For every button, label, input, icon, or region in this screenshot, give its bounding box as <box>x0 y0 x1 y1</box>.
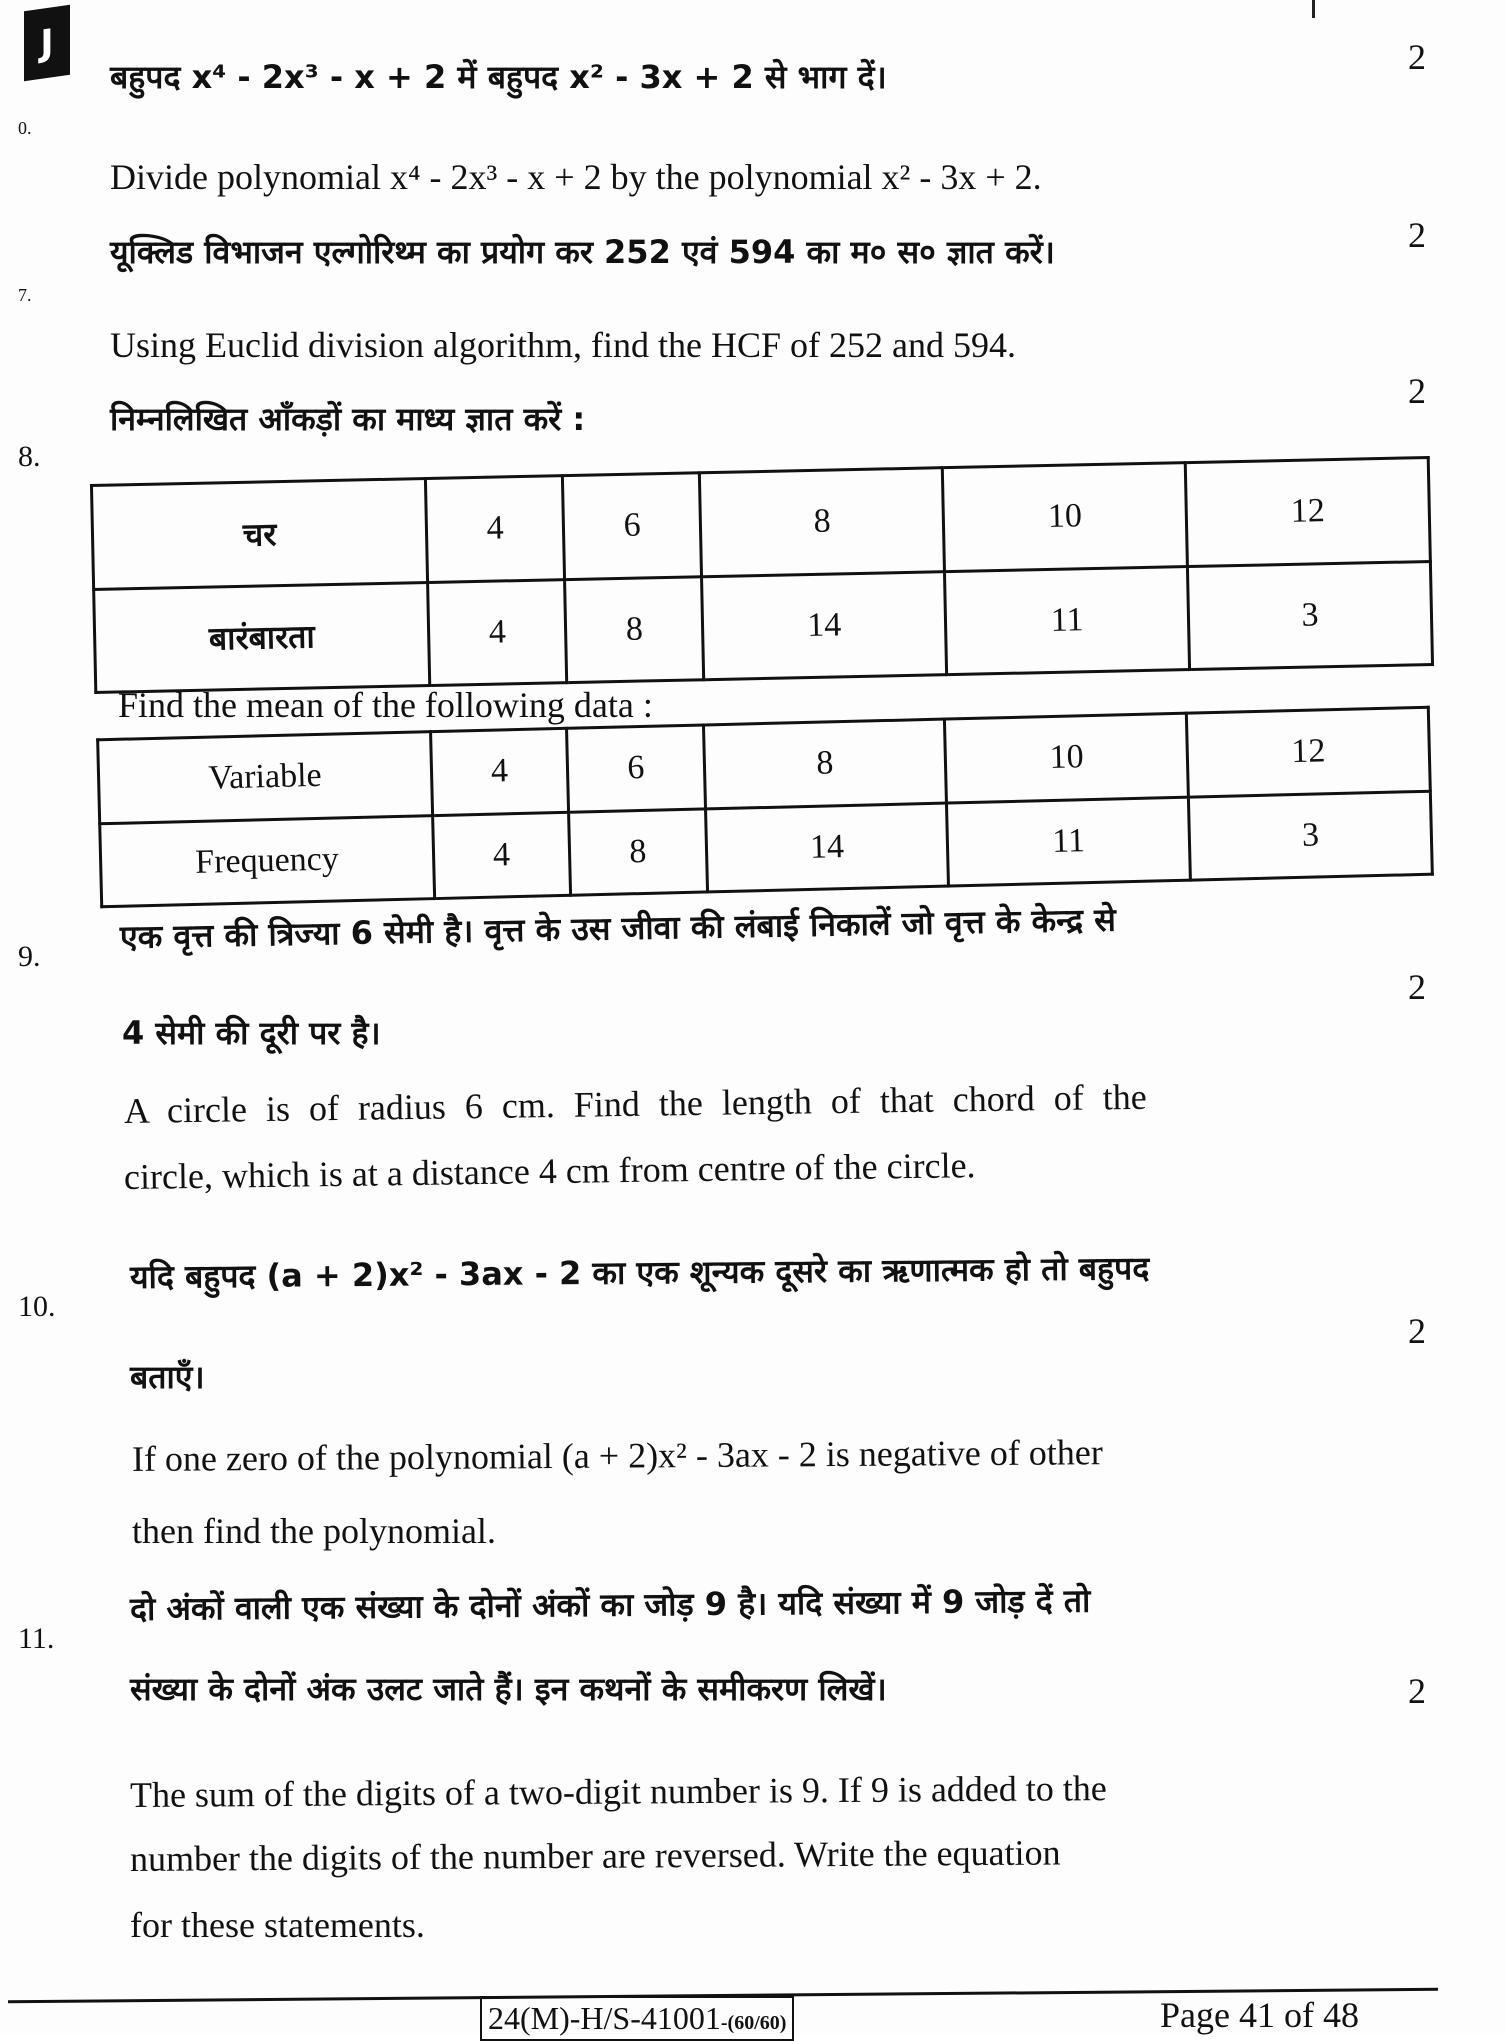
table-cell: 4 <box>430 728 568 815</box>
question-english-line: A circle is of radius 6 cm. Find the length of that chord of the <box>123 1076 1147 1131</box>
table-cell-header: बारंबारता <box>94 582 430 692</box>
question-hindi-line: निम्नलिखित आँकड़ों का माध्य ज्ञात करें : <box>110 400 586 438</box>
question-english-line: for these statements. <box>130 1905 425 1945</box>
question-number: 9. <box>18 940 41 973</box>
question-hindi-line: संख्या के दोनों अंक उलट जाते हैं। इन कथनों के समीकरण लिखें। <box>130 1670 887 1708</box>
paper-code: 24(M)-H/S-41001 <box>488 2000 721 2036</box>
paper-code-box <box>480 1996 794 2041</box>
question-number: 7. <box>18 285 32 305</box>
question-marks: 2 <box>1408 371 1426 411</box>
question-number: 8. <box>18 440 41 473</box>
table-cell-header: चर <box>91 479 427 589</box>
table-cell: 6 <box>567 725 705 812</box>
table-cell: 4 <box>432 812 570 899</box>
question-number: 0. <box>18 118 32 138</box>
question-hindi-line: 4 सेमी की दूरी पर है। <box>122 1014 381 1052</box>
table-cell: 10 <box>945 713 1189 802</box>
question-english-line: Divide polynomial x⁴ - 2x³ - x + 2 by the polynomial x² - 3x + 2. <box>110 157 1042 197</box>
question-number: 10. <box>18 1290 56 1323</box>
table-cell: 11 <box>945 566 1190 675</box>
question-hindi-line: बताएँ। <box>130 1358 205 1396</box>
top-edge-mark <box>1312 0 1315 18</box>
table-cell: 8 <box>569 808 707 895</box>
table-cell: 4 <box>426 476 565 582</box>
data-table-english <box>96 706 1434 909</box>
page-number: Page 41 of 48 <box>1160 1995 1359 2035</box>
question-marks: 2 <box>1408 1311 1426 1351</box>
table-cell: 8 <box>700 468 945 577</box>
question-english-line: Using Euclid division algorithm, find the HCF of 252 and 594. <box>110 325 1016 365</box>
table-cell: 11 <box>947 797 1191 886</box>
question-hindi-line: एक वृत्त की त्रिज्या 6 सेमी है। वृत्त के उस जीवा की लंबाई निकालें जो वृत्त के केन्द्र से <box>119 900 1117 956</box>
question-hindi-line: यदि बहुपद (a + 2)x² - 3ax - 2 का एक शून्यक दूसरे का ऋणात्मक हो तो बहुपद <box>129 1249 1150 1296</box>
table-cell: 8 <box>565 576 704 682</box>
question-marks: 2 <box>1408 967 1426 1007</box>
table-cell: 12 <box>1185 458 1430 567</box>
question-english-line: The sum of the digits of a two-digit number is 9. If 9 is added to the <box>129 1768 1107 1815</box>
question-english-line: Find the mean of the following data : <box>118 685 653 725</box>
question-hindi-line: बहुपद x⁴ - 2x³ - x + 2 में बहुपद x² - 3x + 2 से भाग दें। <box>110 58 887 96</box>
table-cell-header: Frequency <box>100 815 435 907</box>
question-english-line: circle, which is at a distance 4 cm from centre of the circle. <box>123 1145 976 1197</box>
data-table-hindi <box>90 456 1434 694</box>
question-english-line: If one zero of the polynomial (a + 2)x² - 3ax - 2 is negative of other <box>131 1432 1103 1479</box>
question-marks: 2 <box>1408 215 1426 255</box>
question-english-line: then find the polynomial. <box>132 1511 496 1551</box>
table-cell: 6 <box>563 473 702 579</box>
question-marks: 2 <box>1408 1671 1426 1711</box>
table-cell-header: Variable <box>98 732 433 824</box>
table-cell: 8 <box>703 719 947 808</box>
set-marker-badge: J <box>24 5 70 81</box>
question-english-line: number the digits of the number are reversed. Write the equation <box>129 1832 1061 1879</box>
table-cell: 4 <box>428 579 567 685</box>
table-cell: 14 <box>702 571 947 680</box>
paper-code-suffix: -(60/60) <box>720 2012 787 2034</box>
question-number: 11. <box>18 1622 55 1655</box>
table-cell: 3 <box>1189 791 1433 880</box>
question-hindi-line: यूक्लिड विभाजन एल्गोरिथ्म का प्रयोग कर 252 एवं 594 का म० स० ज्ञात करें। <box>110 233 1055 271</box>
table-cell: 12 <box>1186 707 1430 796</box>
question-hindi-line: दो अंकों वाली एक संख्या के दोनों अंकों का जोड़ 9 है। यदि संख्या में 9 जोड़ दें तो <box>129 1581 1091 1628</box>
question-marks: 2 <box>1408 37 1426 77</box>
table-cell: 14 <box>705 803 949 892</box>
table-cell: 10 <box>942 463 1187 572</box>
table-cell: 3 <box>1187 561 1432 670</box>
